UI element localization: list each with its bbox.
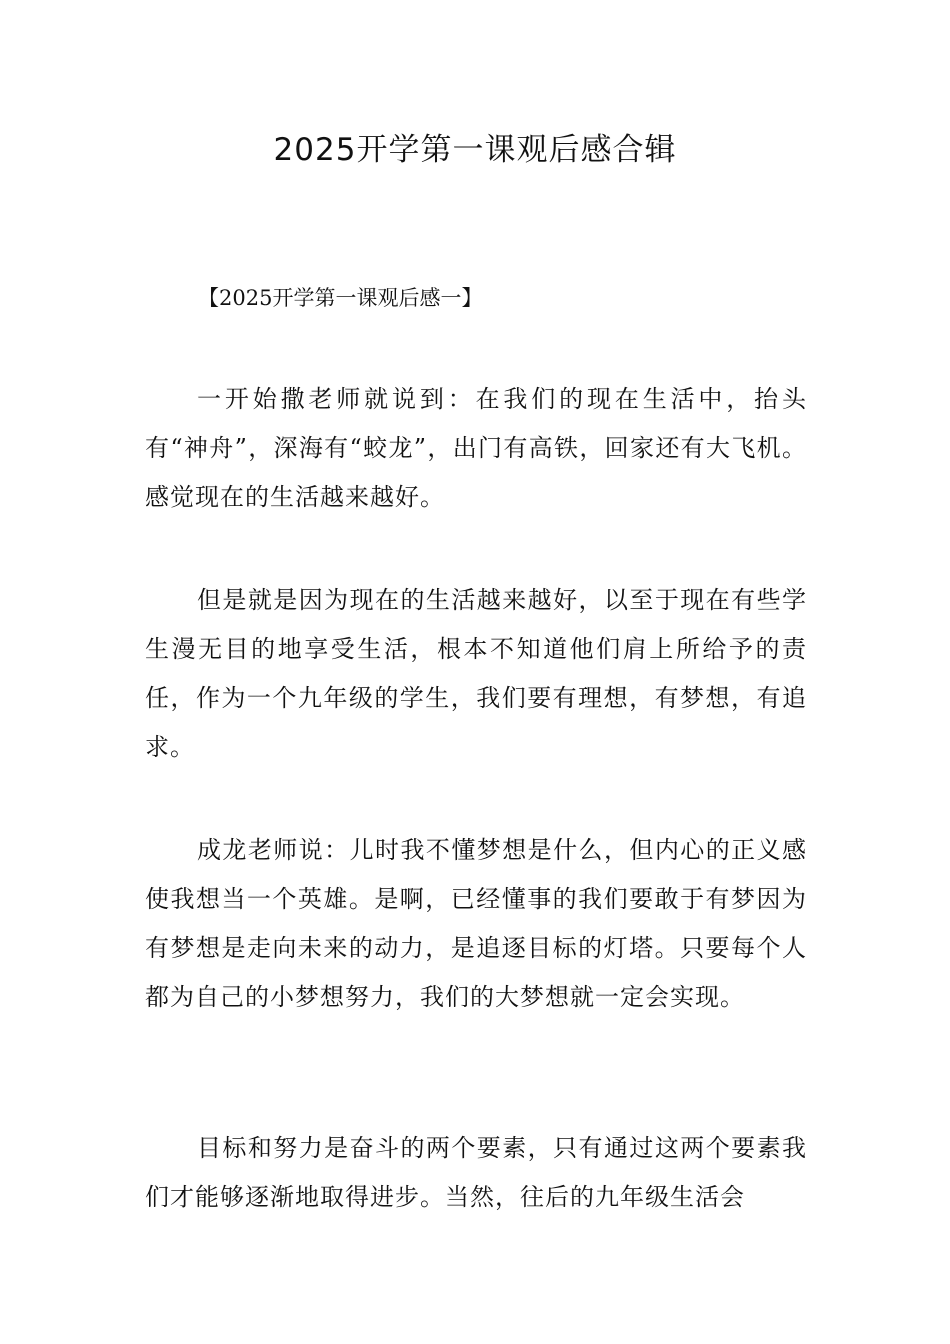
body-paragraph: 但是就是因为现在的生活越来越好，以至于现在有些学生漫无目的地享受生活，根本不知道他们肩上所给予的责任，作为一个九年级的学生，我们要有理想，有梦想，有追求。 [145,586,807,761]
body-paragraph: 目标和努力是奋斗的两个要素，只有通过这两个要素我们才能够逐渐地取得进步。当然，往后的九年级生活会 [145,1134,807,1211]
document-title: 2025开学第一课观后感合辑 [273,132,677,168]
body-paragraph: 一开始撒老师就说到：在我们的现在生活中，抬头有“神舟”，深海有“蛟龙”，出门有高铁，回家还有大飞机。感觉现在的生活越来越好。 [145,385,807,511]
section-heading: 【2025开学第一课观后感一】 [198,286,483,310]
body-paragraph: 成龙老师说：儿时我不懂梦想是什么，但内心的正义感使我想当一个英雄。是啊，已经懂事的我们要敢于有梦因为有梦想是走向未来的动力，是追逐目标的灯塔。只要每个人都为自己的小梦想努力，我们的大梦想就一定会实现。 [145,836,807,1011]
